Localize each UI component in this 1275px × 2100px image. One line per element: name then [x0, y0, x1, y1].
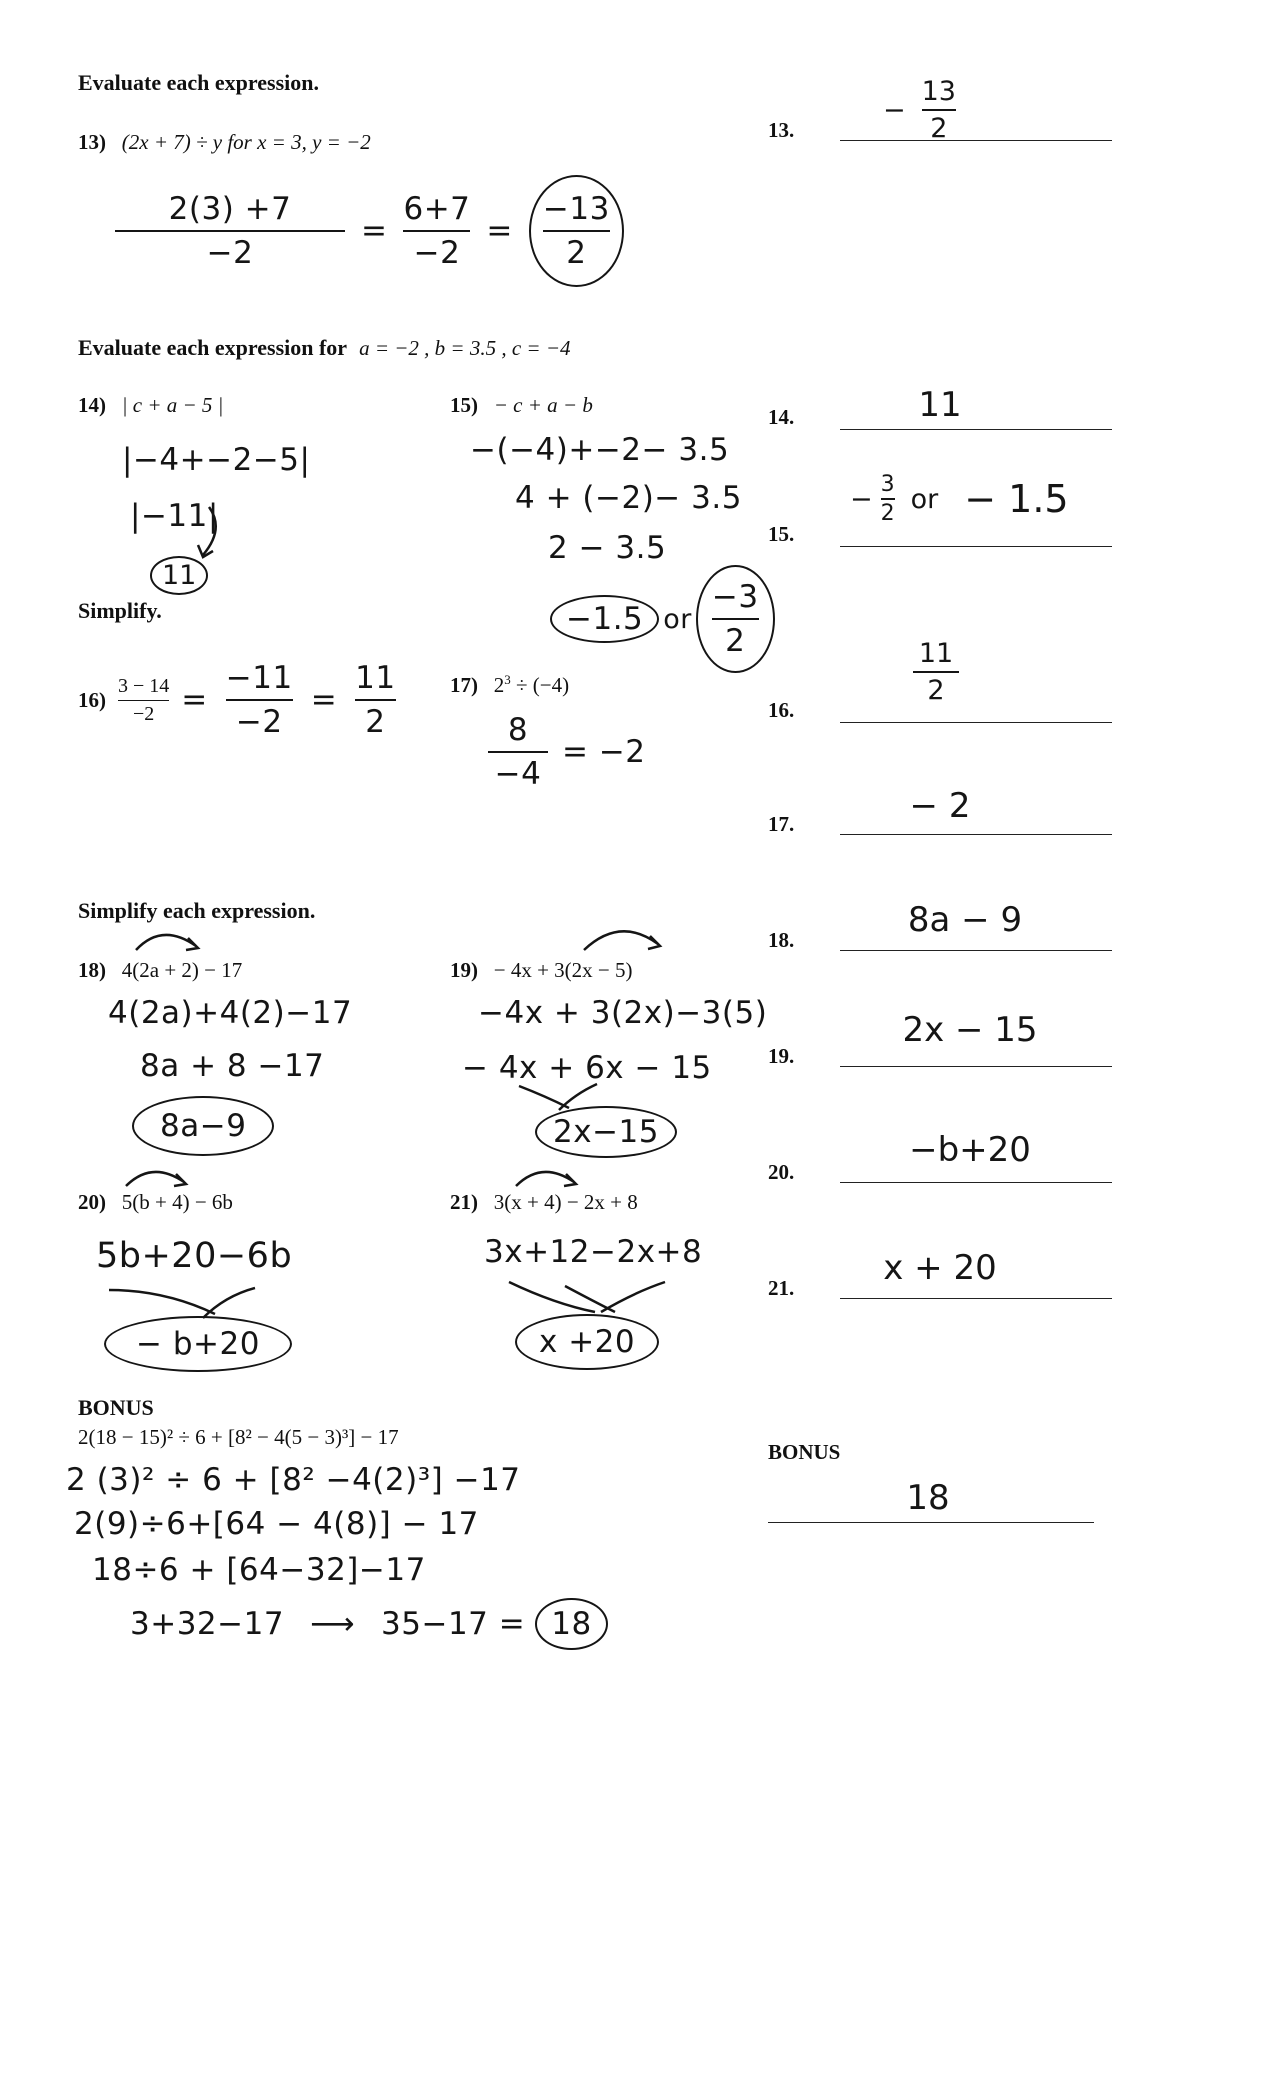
- answer-13: [768, 76, 1113, 144]
- answer-21: [768, 1248, 1113, 1304]
- problem-fraction: [118, 675, 169, 726]
- section-heading-text: Evaluate each expression for: [78, 335, 348, 360]
- equals-sign: =: [361, 213, 388, 249]
- circled-answer: 2x−15: [535, 1106, 677, 1158]
- answer-18: [768, 900, 1113, 956]
- problem-denominator: −2: [133, 702, 155, 725]
- answer-15: [768, 470, 1113, 550]
- fraction-bar: [118, 700, 169, 701]
- answer-label: 21.: [768, 1276, 795, 1300]
- answer-line: [840, 140, 1112, 141]
- work-numerator: −13: [542, 191, 610, 227]
- work-bonus-line-3: 18÷6 + [64−32]−17: [92, 1552, 426, 1588]
- work-13: [115, 175, 624, 287]
- problem-number: 18): [78, 958, 106, 982]
- work-17: [488, 712, 646, 792]
- fraction-bar: [115, 230, 345, 232]
- answer-line: [840, 1182, 1112, 1183]
- answer-value: −b+20: [909, 1130, 1031, 1170]
- problem-20: [78, 1190, 233, 1215]
- circled-answer: − b+20: [104, 1316, 292, 1372]
- problem-16: [78, 660, 396, 740]
- problem-number: 16): [78, 687, 106, 712]
- answer-label: 16.: [768, 698, 795, 722]
- answer-line: [840, 1298, 1112, 1299]
- or-label: or: [663, 603, 692, 635]
- variable-values: a = −2 , b = 3.5 , c = −4: [359, 336, 571, 360]
- fraction-bar: [543, 230, 610, 232]
- distribute-arrow: [580, 922, 670, 956]
- work-14-line-1: |−4+−2−5|: [122, 442, 311, 478]
- problem-17: [450, 672, 569, 698]
- work-numerator: −11: [225, 660, 293, 696]
- answer-value: [850, 472, 1069, 526]
- answer-value: 2x − 15: [902, 1010, 1038, 1050]
- answer-label: BONUS: [768, 1440, 841, 1464]
- answer-bonus: [768, 1440, 1113, 1530]
- work-19-answer: [535, 1106, 677, 1158]
- work-numerator: 6+7: [403, 191, 471, 227]
- problem-expression: 5(b + 4) − 6b: [121, 1190, 233, 1214]
- answer-value: − 2: [909, 786, 971, 826]
- problem-expression: ÷ (−4): [510, 673, 570, 697]
- arrow-icon: ⟶: [310, 1606, 356, 1642]
- answer-value: 18: [906, 1478, 950, 1518]
- problem-number: 13): [78, 130, 106, 154]
- problem-number: 20): [78, 1190, 106, 1214]
- work-fraction: [355, 660, 395, 740]
- section-heading-simplify-each: Simplify each expression.: [78, 898, 316, 923]
- work-15-line-3: 2 − 3.5: [548, 530, 667, 566]
- problem-15: [450, 393, 593, 418]
- work-18-line-1: 4(2a)+4(2)−17: [108, 995, 353, 1031]
- circled-answer: [696, 565, 775, 673]
- problem-13: [78, 130, 371, 155]
- work-18-line-2: 8a + 8 −17: [140, 1048, 325, 1084]
- work-15-answer: [550, 565, 775, 673]
- section-heading-simplify: Simplify.: [78, 598, 162, 623]
- equals-sign: =: [181, 682, 208, 718]
- work-20-answer: [104, 1316, 292, 1372]
- answer-line: [840, 950, 1112, 951]
- problem-expression: 4(2a + 2) − 17: [121, 958, 243, 982]
- arrow-annotation: [195, 505, 235, 565]
- fraction-bar: [403, 230, 470, 232]
- problem-expression: 3(x + 4) − 2x + 8: [493, 1190, 638, 1214]
- circled-answer: −1.5: [550, 595, 659, 643]
- fraction-bar: [488, 751, 548, 753]
- answer-sign: −: [883, 94, 906, 126]
- answer-alt-value: − 1.5: [964, 477, 1069, 521]
- fraction-bar: [913, 671, 959, 673]
- cancel-marks: [505, 1278, 675, 1318]
- problem-21: [450, 1190, 638, 1215]
- work-numerator: −3: [711, 579, 759, 615]
- problem-number: 17): [450, 673, 478, 697]
- section-heading-bonus: BONUS: [78, 1395, 154, 1420]
- problem-expression: (2x + 7) ÷ y for x = 3, y = −2: [121, 130, 371, 154]
- work-denominator: 2: [725, 623, 746, 659]
- work-numerator: 11: [355, 660, 396, 696]
- work-fraction: [226, 660, 293, 740]
- equals-sign: =: [486, 213, 513, 249]
- work-21-line-1: 3x+12−2x+8: [484, 1234, 703, 1270]
- answer-line: [840, 722, 1112, 723]
- answer-line: [768, 1522, 1094, 1523]
- work-bonus-line-2: 2(9)÷6+[64 − 4(8)] − 17: [74, 1506, 479, 1542]
- answer-denominator: 2: [880, 501, 895, 526]
- answer-line: [840, 834, 1112, 835]
- answer-denominator: 2: [927, 675, 945, 706]
- circled-answer: x +20: [515, 1314, 659, 1370]
- circled-answer: 18: [535, 1598, 607, 1650]
- circled-answer: [529, 175, 624, 287]
- problem-base: 2: [493, 673, 505, 697]
- work-16: [181, 660, 395, 740]
- work-denominator: −2: [235, 704, 283, 740]
- work-19-line-1: −4x + 3(2x)−3(5): [478, 995, 768, 1031]
- problem-expression: − c + a − b: [493, 393, 593, 417]
- work-fraction: [488, 712, 548, 792]
- answer-sign: −: [850, 483, 873, 515]
- problem-14: [78, 393, 223, 418]
- fraction-bar: [881, 498, 895, 500]
- work-15-line-1: −(−4)+−2− 3.5: [470, 432, 730, 468]
- answer-14: [768, 385, 1113, 435]
- work-bonus-line-1: 2 (3)² ÷ 6 + [8² −4(2)³] −17: [66, 1462, 521, 1498]
- work-20-line-1: 5b+20−6b: [96, 1236, 293, 1276]
- answer-value: x + 20: [883, 1248, 997, 1288]
- circled-answer: 11: [150, 556, 208, 595]
- answer-label: 19.: [768, 1044, 795, 1068]
- answer-20: [768, 1130, 1113, 1188]
- problem-number: 14): [78, 393, 106, 417]
- answer-line: [840, 429, 1112, 430]
- problem-expression: − 4x + 3(2x − 5): [493, 958, 633, 982]
- problem-number: 15): [450, 393, 478, 417]
- answer-value: [883, 76, 956, 144]
- answer-label: 18.: [768, 928, 795, 952]
- work-fraction: [115, 191, 345, 271]
- work-21-answer: [515, 1314, 659, 1370]
- answer-17: [768, 786, 1113, 840]
- work-denominator: −2: [206, 235, 254, 271]
- fraction-bar: [226, 699, 293, 701]
- problem-number: 19): [450, 958, 478, 982]
- answer-numerator: 11: [918, 638, 954, 669]
- problem-19: [450, 958, 633, 983]
- work-19-line-2: − 4x + 6x − 15: [462, 1050, 712, 1086]
- work-denominator: 2: [566, 235, 587, 271]
- answer-line: [840, 1066, 1112, 1067]
- work-14-line-2: |−11|: [130, 498, 219, 534]
- answer-line: [840, 546, 1112, 547]
- distribute-arrow: [512, 1164, 592, 1192]
- problem-number: 21): [450, 1190, 478, 1214]
- work-fraction: [403, 191, 470, 271]
- distribute-arrow: [132, 926, 212, 956]
- work-bonus-line-4: [130, 1598, 608, 1650]
- work-numerator: 2(3) +7: [168, 191, 292, 227]
- problem-expression: | c + a − 5 |: [121, 393, 224, 417]
- answer-16: [768, 640, 1113, 725]
- answer-numerator: 13: [921, 76, 956, 107]
- work-step: 35−17 =: [381, 1606, 526, 1642]
- answer-value: [913, 638, 959, 706]
- answer-label: 13.: [768, 118, 795, 142]
- answer-numerator: 3: [880, 472, 895, 497]
- problem-numerator: 3 − 14: [118, 674, 170, 697]
- equals-sign: =: [310, 682, 338, 718]
- answer-label: 15.: [768, 522, 795, 546]
- section-heading-evaluate-vars: [78, 335, 571, 361]
- distribute-arrow: [122, 1164, 202, 1192]
- answer-value: 8a − 9: [907, 900, 1023, 940]
- work-denominator: 2: [365, 704, 386, 740]
- work-numerator: 8: [507, 712, 529, 748]
- answer-denominator: 2: [930, 113, 948, 144]
- fraction-bar: [712, 618, 759, 620]
- work-15-line-2: 4 + (−2)− 3.5: [515, 480, 742, 516]
- problem-18: [78, 958, 242, 983]
- or-label: or: [910, 483, 939, 515]
- work-result: = −2: [562, 734, 646, 770]
- section-heading-evaluate: Evaluate each expression.: [78, 70, 319, 95]
- circled-answer: 8a−9: [132, 1096, 274, 1156]
- answer-label: 20.: [768, 1160, 795, 1184]
- answer-19: [768, 1010, 1113, 1072]
- work-denominator: −2: [413, 235, 461, 271]
- work-denominator: −4: [494, 756, 542, 792]
- answer-label: 17.: [768, 812, 795, 836]
- answer-value: 11: [918, 385, 962, 425]
- fraction-bar: [922, 109, 956, 111]
- answer-label: 14.: [768, 405, 795, 429]
- work-step: 3+32−17: [130, 1606, 285, 1642]
- fraction-bar: [355, 699, 395, 701]
- problem-bonus: 2(18 − 15)² ÷ 6 + [8² − 4(5 − 3)³] − 17: [78, 1425, 399, 1449]
- problem-exponent: 3: [504, 672, 511, 687]
- work-18-answer: [132, 1096, 274, 1156]
